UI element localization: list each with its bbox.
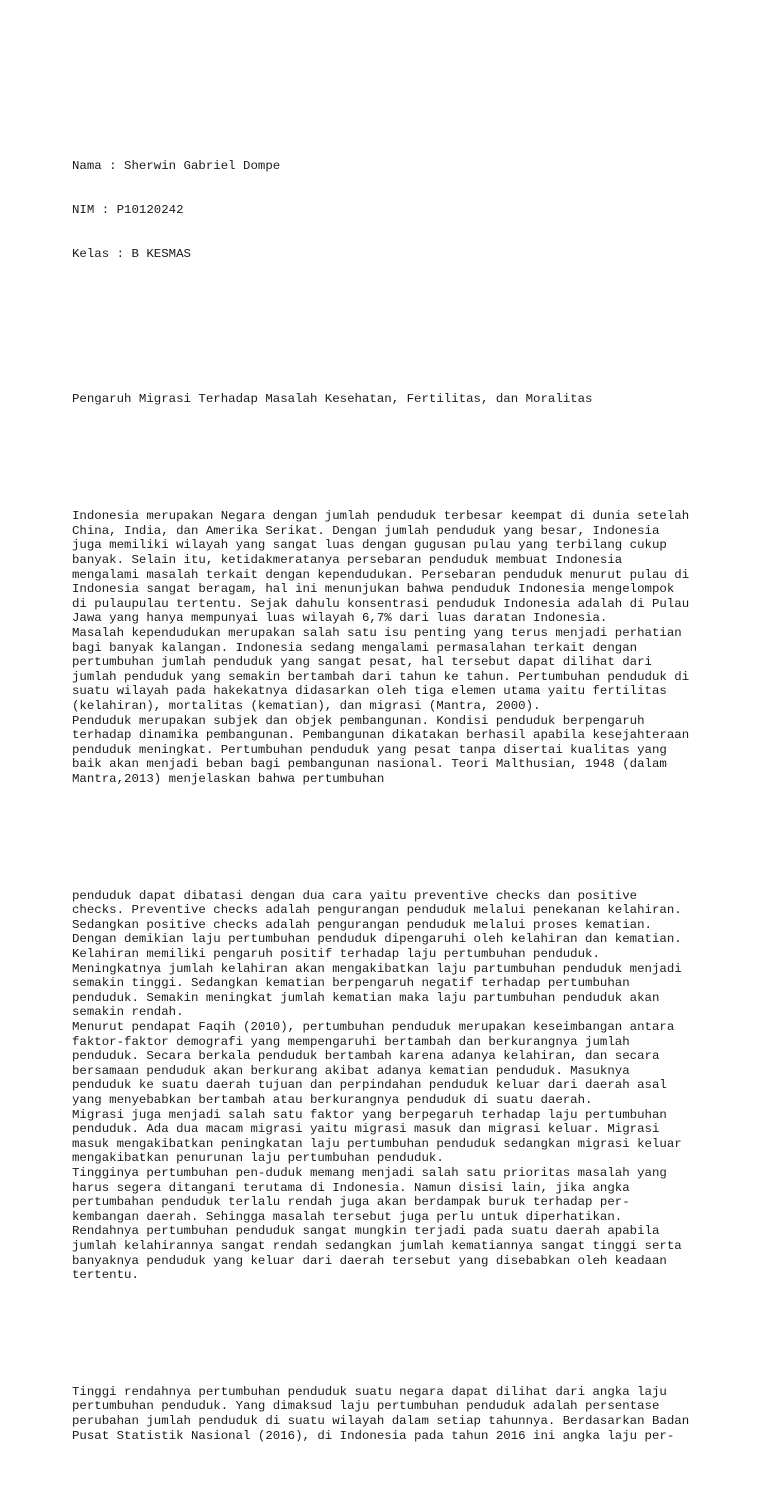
text-line: pertumbuhan jumlah penduduk yang sangat pesat, hal tersebut dapat dilihat dari [72, 655, 652, 670]
text-line: Menurut pendapat Faqih (2010), pertumbuhan penduduk merupakan keseimbangan antara [72, 1020, 675, 1034]
paragraph-block-1 [72, 509, 732, 786]
text-line: Masalah kependudukan merupakan salah satu isu penting yang terus menjadi perhatian [72, 625, 682, 640]
text-line: Indonesia merupakan Negara dengan jumlah penduduk terbesar keempat di dunia setelah [72, 509, 690, 524]
text-line: jumlah penduduk yang semakin bertambah dari tahun ke tahun. Pertumbuhan penduduk di [72, 669, 690, 684]
text-line: Meningkatnya jumlah kelahiran akan mengakibatkan laju partumbuhan penduduk menjadi [72, 961, 682, 976]
text-line: banyaknya penduduk yang keluar dari daerah tersebut yang disebabkan oleh keadaan [72, 1253, 667, 1268]
text-line: Penduduk merupakan subjek dan objek pembangunan. Kondisi penduduk berpengaruh [72, 713, 645, 728]
student-nim: NIM : P10120242 [72, 202, 184, 217]
student-class: Kelas : B KESMAS [72, 246, 191, 261]
spacer [72, 1326, 732, 1341]
text-line: Pusat Statistik Nasional (2016), di Indonesia pada tahun 2016 ini angka laju per- [72, 1428, 675, 1443]
spacer [72, 451, 732, 466]
text-line: suatu wilayah pada hakekatnya didasarkan oleh tiga elemen utama yaitu fertilitas [72, 684, 667, 699]
text-line: Mantra,2013) menjelaskan bahwa pertumbuhan [72, 771, 385, 786]
text-line: penduduk. Semakin meningkat jumlah kematian maka laju partumbuhan penduduk akan [72, 990, 660, 1005]
text-line: penduduk. Secara berkala penduduk bertambah karena adanya kelahiran, dan secara [72, 1049, 660, 1064]
text-line: Dengan demikian laju pertumbuhan penduduk dipengaruhi oleh kelahiran dan kematian. [72, 932, 682, 947]
text-line: yang menyebabkan bertambah atau berkurangnya penduduk di suatu daerah. [72, 1092, 593, 1107]
text-line: checks. Preventive checks adalah pengurangan penduduk melalui penekanan kelahiran. [72, 903, 682, 918]
text-line: mengakibatkan penurunan laju pertumbuhan penduduk. [72, 1151, 444, 1166]
text-line: kembangan daerah. Sehingga masalah tersebut juga perlu untuk diperhatikan. [72, 1209, 623, 1224]
text-line: Jawa yang hanya mempunyai luas wilayah 6,7% dari luas daratan Indonesia. [72, 611, 608, 626]
text-line: harus segera ditangani terutama di Indonesia. Namun disisi lain, jika angka [72, 1180, 630, 1195]
text-line: perubahan jumlah penduduk di suatu wilayah dalam setiap tahunnya. Berdasarkan Badan [72, 1414, 690, 1429]
text-line: Indonesia sangat beragam, hal ini menunjukan bahwa penduduk Indonesia mengelompok [72, 582, 675, 597]
document-title: Pengaruh Migrasi Terhadap Masalah Kesehatan, Fertilitas, dan Moralitas [72, 392, 593, 407]
student-info [72, 130, 732, 291]
text-line: Kelahiran memiliki pengaruh positif terhadap laju pertumbuhan penduduk. [72, 947, 600, 962]
student-name: Nama : Sherwin Gabriel Dompe [72, 158, 281, 173]
text-line: banyak. Selain itu, ketidakmeratanya persebaran penduduk membuat Indonesia [72, 553, 623, 567]
text-line: penduduk dapat dibatasi dengan dua cara yaitu preventive checks dan positive [72, 888, 638, 903]
text-line: Sedangkan positive checks adalah pengurangan penduduk melalui proses kematian. [72, 917, 652, 932]
paragraph-block-2 [72, 889, 732, 1283]
text-line: Rendahnya pertumbuhan penduduk sangat mungkin terjadi pada suatu daerah apabila [72, 1224, 660, 1239]
text-line: Tingginya pertumbuhan pen-duduk memang menjadi salah satu prioritas masalah yang [72, 1165, 667, 1180]
text-line: (kelahiran), mortalitas (kematian), dan migrasi (Mantra, 2000). [72, 698, 541, 713]
text-line: terhadap dinamika pembangunan. Pembangunan dikatakan berhasil apabila kesejahteraan [72, 728, 690, 743]
text-line: semakin tinggi. Sedangkan kematian berpengaruh negatif terhadap pertumbuhan [72, 976, 630, 991]
text-line: bersamaan penduduk akan berkurang akibat adanya kematian penduduk. Masuknya [72, 1063, 630, 1078]
text-line: di pulaupulau tertentu. Sejak dahulu konsentrasi penduduk Indonesia adalah di Pulau [72, 596, 690, 611]
text-line: bagi banyak kalangan. Indonesia sedang mengalami permasalahan terkait dengan [72, 640, 638, 655]
text-line: mengalami masalah terkait dengan kependudukan. Persebaran penduduk menurut pulau di [72, 567, 690, 582]
text-line: semakin rendah. [72, 1005, 184, 1020]
text-line: penduduk. Ada dua macam migrasi yaitu migrasi masuk dan migrasi keluar. Migrasi [72, 1122, 660, 1137]
spacer [72, 830, 732, 845]
paragraph-block-3 [72, 1385, 732, 1443]
spacer [72, 334, 732, 349]
text-line: pertumbuhan penduduk. Yang dimaksud laju pertumbuhan penduduk adalah persentase [72, 1399, 660, 1414]
text-line: Migrasi juga menjadi salah satu faktor yang berpegaruh terhadap laju pertumbuhan [72, 1107, 667, 1122]
text-line: masuk mengakibatkan peningkatan laju pertumbuhan penduduk sedangkan migrasi keluar [72, 1136, 682, 1151]
text-line: Tinggi rendahnya pertumbuhan penduduk suatu negara dapat dilihat dari angka laju [72, 1384, 667, 1399]
document-body [72, 86, 732, 1487]
text-line: penduduk meningkat. Pertumbuhan penduduk yang pesat tanpa disertai kualitas yang [72, 742, 667, 757]
text-line: faktor-faktor demografi yang mempengaruhi bertambah dan berkurangnya jumlah [72, 1034, 630, 1049]
text-line: baik akan menjadi beban bagi pembangunan nasional. Teori Malthusian, 1948 (dalam [72, 757, 667, 772]
text-line: pertumbahan penduduk terlalu rendah juga akan berdampak buruk terhadap per- [72, 1195, 630, 1210]
text-line: penduduk ke suatu daerah tujuan dan perpindahan penduduk keluar dari daerah asal [72, 1078, 667, 1093]
text-line: tertentu. [72, 1268, 139, 1283]
text-line: China, India, dan Amerika Serikat. Dengan jumlah penduduk yang besar, Indonesia [72, 523, 660, 538]
text-line: jumlah kelahirannya sangat rendah sedangkan jumlah kematiannya sangat tinggi serta [72, 1238, 682, 1253]
text-line: juga memiliki wilayah yang sangat luas dengan gugusan pulau yang terbilang cukup [72, 538, 667, 553]
